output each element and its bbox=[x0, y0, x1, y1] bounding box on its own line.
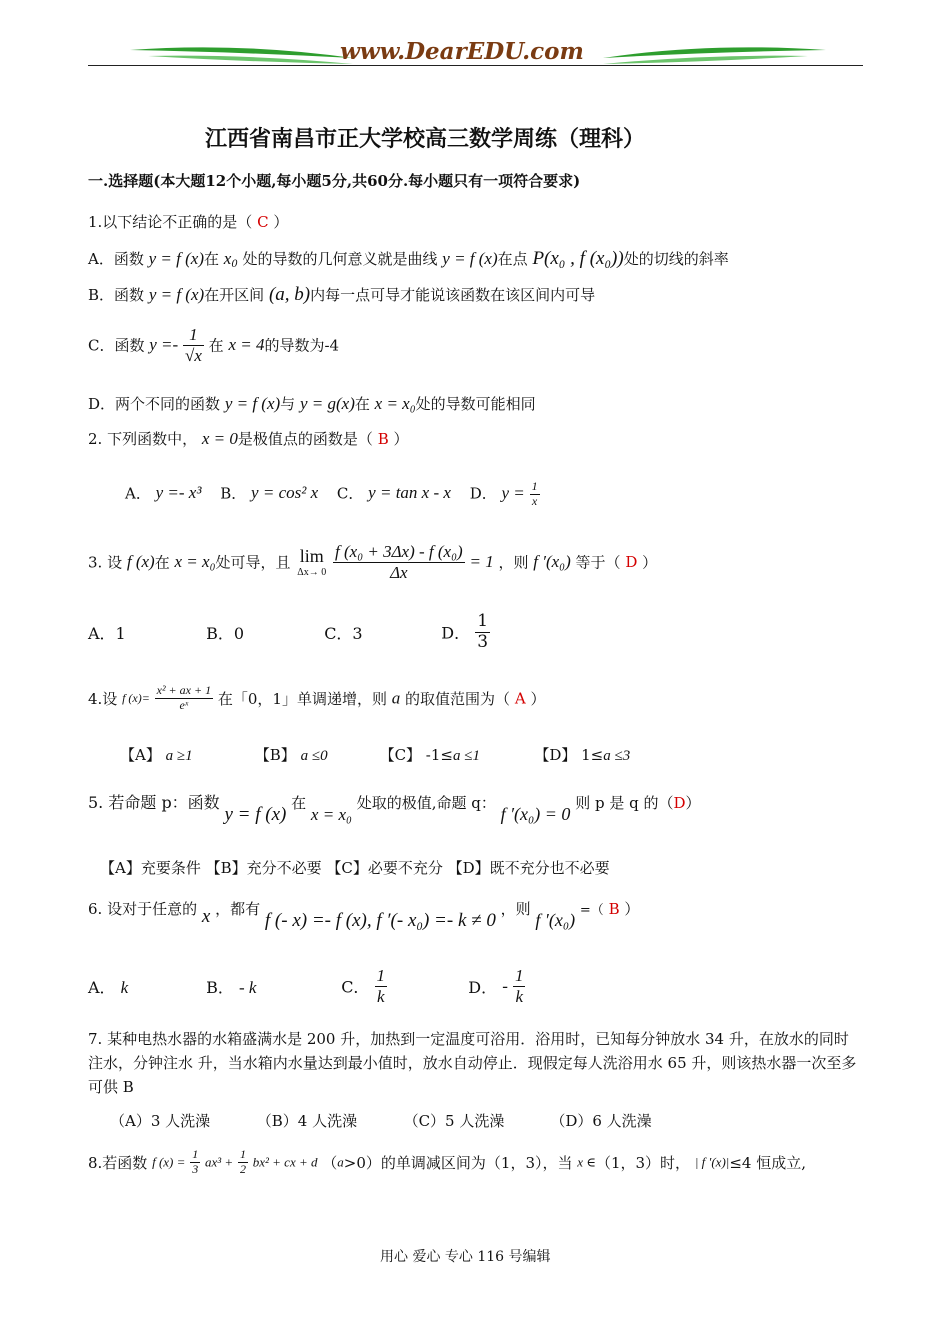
question-1-stem: 1.以下结论不正确的是（ C ） bbox=[88, 213, 289, 231]
question-2-stem: 2. 下列函数中， x = 0是极值点的函数是（ B ） bbox=[88, 429, 409, 448]
question-6-stem: 6. 设对于任意的 x ，都有 f (- x) =- f (x), f ′(- x₀) =- k ≠ 0 ，则 f ′(x₀) =（ B ） bbox=[88, 900, 640, 931]
section-heading: 一.选择题(本大题12个小题,每小题5分,共60分.每小题只有一项符合要求) bbox=[88, 172, 581, 190]
q4-options: 【A】 a ≥1 【B】 a ≤0 【C】 -1≤a ≤1 【D】 1≤a ≤3 bbox=[120, 746, 631, 764]
page-title: 江西省南昌市正大学校高三数学周练（理科） bbox=[205, 126, 646, 152]
question-3-stem: 3. 设 f (x)在 x = x₀处可导，且 lim Δx→ 0 $\frac{\text{f (x₀ + 3Δx) - f (x₀)}}{\Delta x}$ = 1 ，则 f ′(x₀) 等于（ D ） bbox=[88, 542, 658, 582]
question-8-stem: 8.若函数 f (x) = $\frac{1}{3}$ ax³ + $\frac{1}{2}$ bx² + cx + d （a>0）的单调减区间为（1，3），当 x ∈（1，3）时， | f ′(x)|≤4 恒成立, bbox=[88, 1147, 806, 1176]
q1-option-c: C．函数 y =- $\frac{1}{√x}$ 在 x = 4的导数为-4 bbox=[88, 325, 340, 365]
answer-4: A bbox=[514, 689, 526, 708]
q1-option-d: D．两个不同的函数 y = f (x)与 y = g(x)在 x = x₀处的导数可能相同 bbox=[88, 394, 536, 413]
q3-options: A．1 B．0 C．3 D． $\frac{1}{3}$ bbox=[88, 611, 489, 652]
q1-option-b: B．函数 y = f (x)在开区间 (a, b)内每一点可导才能说该函数在该区间内可导 bbox=[88, 284, 596, 305]
q5-options: 【A】充要条件 【B】充分不必要 【C】必要不充分 【D】既不充分也不必要 bbox=[100, 859, 610, 877]
question-4-stem: 4.设 f (x)= $\frac{\text{x² + ax + 1}}{\text{eˣ}}$ 在「0，1」单调递增，则 a 的取值范围为（ A ） bbox=[88, 683, 546, 712]
answer-6: B bbox=[608, 900, 620, 918]
question-7-text: 7. 某种电热水器的水箱盛满水是 200 升，加热到一定温度可浴用．浴用时，已知每分钟放水 34 升，在放水的同时注水，分钟注水 升，当水箱内水量达到最小值时，放水自动停止．现假定每人洗浴用水 65 升，则该热水器一次至多可供 B bbox=[88, 1030, 857, 1096]
q2-options: A． y =- x³ B． y = cos² x C． y = tan x - x D． y = $\frac{1}{x}$ bbox=[125, 479, 538, 508]
answer-2: B bbox=[377, 430, 389, 448]
question-5-stem: 5. 若命题 p：函数 y = f (x) 在 x = x₀ 处取的极值,命题 q： f ′(x₀) = 0 则 p 是 q 的（D） bbox=[88, 793, 701, 825]
answer-3: D bbox=[625, 553, 638, 572]
frac-1-over-sqrt-x: $\frac{1}{√x}$ bbox=[184, 325, 202, 365]
site-logo-text: www.DearEDU.com bbox=[340, 38, 584, 65]
q7-options: （A）3 人洗澡 （B）4 人洗澡 （C）5 人洗澡 （D）6 人洗澡 bbox=[110, 1112, 652, 1130]
q6-options: A． k B． - k C． $\frac{1}{k}$ D． - $\frac{1}{k}$ bbox=[88, 966, 524, 1006]
page-footer: 用心 爱心 专心 116 号编辑 bbox=[380, 1249, 551, 1265]
q1-option-a: A．函数 y = f (x)在 $x_0$ 处的导数的几何意义就是曲线 y = f (x)在点 P(x₀ , f (x₀))处的切线的斜率 bbox=[88, 248, 729, 270]
answer-1: C bbox=[257, 213, 269, 231]
answer-5: D bbox=[673, 794, 686, 812]
header-banner bbox=[88, 34, 863, 74]
header-rule bbox=[88, 65, 863, 66]
